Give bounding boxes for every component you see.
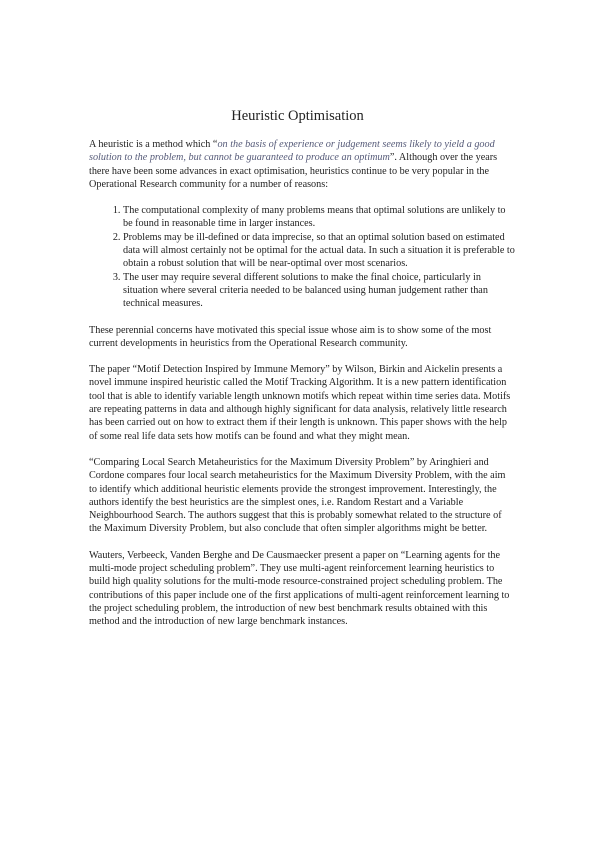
- intro-tail: ”. Although over the years there have been some advances in exact optimisation, heuristics continue to be very popular in the Operational Research community for a number of reasons:: [89, 152, 498, 190]
- reason-item: 3. The user may require several different solutions to make the final choice, particularly in situation where several criteria needed to be balanced using human judgement rather than technical measures.: [123, 271, 515, 311]
- intro-quote: on the basis of experience or judgement seems likely to yield a good solution to the problem, but cannot be guaranteed to produce an optimum: [89, 139, 495, 164]
- reasons-list: [89, 204, 515, 310]
- reason-item: 1. The computational complexity of many problems means that optimal solutions are unlikely to be found in reasonable time in larger instances.: [123, 204, 515, 231]
- motivation-paragraph: These perennial concerns have motivated this special issue whose aim is to show some of the most current developments in heuristics from the Operational Research community.: [89, 324, 492, 349]
- document-title: Heuristic Optimisation: [231, 108, 364, 124]
- intro-paragraph: [89, 138, 515, 191]
- intro-lead: A heuristic is a method which “: [89, 139, 218, 150]
- document-body: [89, 138, 515, 642]
- reason-item: 2. Problems may be ill-defined or data imprecise, so that an optimal solution based on estimated data will almost certainly not be optimal for the actual data. In such a situation it is preferable to obtain a robust solution that will be near-optimal over most scenarios.: [123, 231, 515, 271]
- motif-detection-paragraph: The paper “Motif Detection Inspired by Immune Memory” by Wilson, Birkin and Aickelin presents a novel immune inspired heuristic called the Motif Tracking Algorithm. It is a new pattern identification tool that is able to identify variable length unknown motifs which repeat within time series data. Motifs are repeating patterns in data and although highly significant for data analysis, relatively little research has been carried out on how to extract them if their length is unknown. This paper shows with the help of some real life data sets how motifs can be found and what they might mean.: [89, 364, 511, 442]
- max-diversity-paragraph: “Comparing Local Search Metaheuristics for the Maximum Diversity Problem” by Aringhieri and Cordone compares four local search metaheuristics for the Maximum Diversity Problem, with the aim to identify which additional heuristic elements provide the strongest improvement. Interestingly, the authors identify the best heuristics are the simplest ones, i.e. Random Restart and a Variable Neighbourhood Search. The authors suggest that this is probably somewhat related to the structure of the Maximum Diversity Problem, but also conclude that often simpler algorithms might be better.: [89, 456, 506, 535]
- learning-agents-paragraph: Wauters, Verbeeck, Vanden Berghe and De Causmaecker present a paper on “Learning agents for the multi-mode project scheduling problem”. They use multi-agent reinforcement learning heuristics to build high quality solutions for the multi-mode resource-constrained project scheduling problem. The contributions of this paper include one of the first applications of multi-agent reinforcement learning to the project scheduling problem, the introduction of new best benchmark results obtained with this method and the introduction of new large benchmark instances.: [89, 549, 510, 628]
